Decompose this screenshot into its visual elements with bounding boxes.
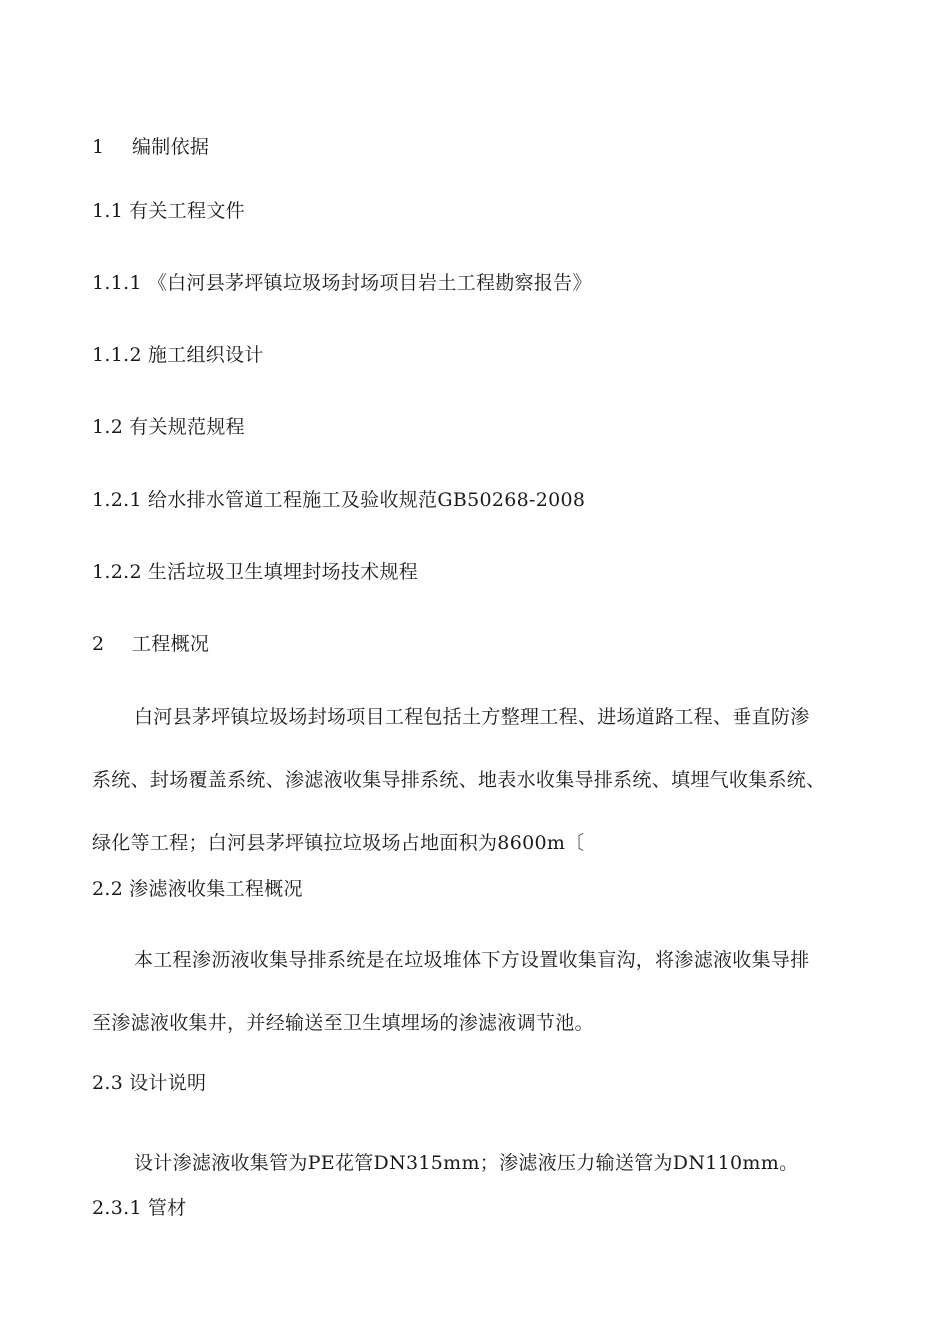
heading-title: 有关工程文件	[129, 200, 245, 222]
heading-2-2	[92, 877, 303, 901]
heading-title: 工程概况	[132, 633, 210, 655]
heading-number: 1.1	[92, 200, 124, 222]
heading-1-2	[92, 415, 245, 439]
heading-2-3	[92, 1071, 206, 1095]
heading-number: 2.2	[92, 878, 124, 900]
heading-2-3-1	[92, 1196, 186, 1220]
heading-1	[92, 135, 209, 159]
heading-title: 生活垃圾卫生填埋封场技术规程	[147, 561, 419, 583]
heading-number: 2.3.1	[92, 1197, 142, 1219]
paragraph-design-notes	[92, 1151, 867, 1214]
heading-number: 1.2	[92, 416, 124, 438]
heading-number: 1.1.2	[92, 344, 142, 366]
heading-1-2-1	[92, 488, 585, 512]
paragraph-line: 绿化等工程；白河县茅坪镇拉垃圾场占地面积为8600m〔	[92, 832, 585, 854]
heading-number: 1	[92, 136, 105, 158]
paragraph-project-overview	[92, 705, 867, 894]
heading-title: 给水排水管道工程施工及验收规范GB50268-2008	[147, 489, 586, 511]
heading-1-1-1	[92, 271, 592, 295]
paragraph-line: 本工程渗沥液收集导排系统是在垃圾堆体下方设置收集盲沟，将渗滤液收集导排	[134, 949, 810, 971]
heading-number: 1.1.1	[92, 272, 142, 294]
heading-1-1-2	[92, 343, 264, 367]
heading-1-2-2	[92, 560, 418, 584]
heading-title: 《白河县茅坪镇垃圾场封场项目岩土工程勘察报告》	[147, 272, 592, 294]
heading-number: 1.2.1	[92, 489, 142, 511]
paragraph-leachate-overview	[92, 948, 867, 1074]
heading-title: 施工组织设计	[147, 344, 264, 366]
heading-number: 2.3	[92, 1072, 124, 1094]
heading-title: 渗滤液收集工程概况	[129, 878, 303, 900]
heading-number: 1.2.2	[92, 561, 142, 583]
paragraph-line: 至渗滤液收集井，并经输送至卫生填埋场的渗滤液调节池。	[92, 1012, 594, 1034]
paragraph-line: 白河县茅坪镇垃圾场封场项目工程包括土方整理工程、进场道路工程、垂直防渗	[134, 706, 810, 728]
heading-number: 2	[92, 633, 105, 655]
heading-title: 有关规范规程	[129, 416, 245, 438]
heading-title: 编制依据	[132, 136, 210, 158]
paragraph-line: 系统、封场覆盖系统、渗滤液收集导排系统、地表水收集导排系统、填埋气收集系统、	[92, 769, 826, 791]
heading-title: 设计说明	[129, 1072, 207, 1094]
heading-2	[92, 632, 209, 656]
heading-title: 管材	[147, 1197, 187, 1219]
heading-1-1	[92, 199, 245, 223]
paragraph-line: 设计渗滤液收集管为PE花管DN315mm；渗滤液压力输送管为DN110mm。	[134, 1152, 799, 1174]
